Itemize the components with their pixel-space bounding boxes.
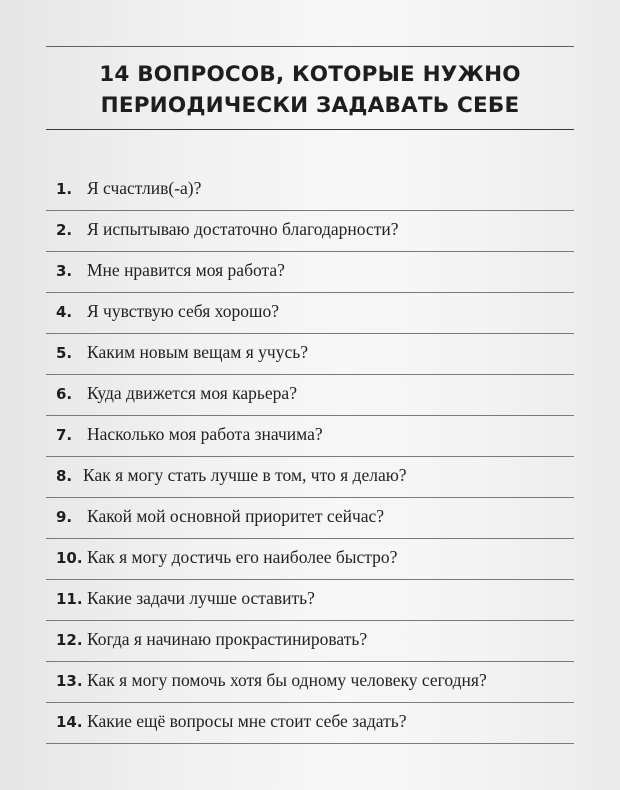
item-number: 14. bbox=[56, 713, 83, 731]
questions-list bbox=[46, 170, 574, 744]
item-text: Мне нравится моя работа? bbox=[87, 260, 285, 280]
list-item bbox=[46, 703, 574, 744]
list-item bbox=[46, 170, 574, 211]
item-number: 5. bbox=[56, 344, 73, 362]
title-line-1: 14 ВОПРОСОВ, КОТОРЫЕ НУЖНО bbox=[99, 62, 521, 87]
page-title bbox=[46, 59, 574, 121]
item-text: Я чувствую себя хорошо? bbox=[87, 301, 280, 321]
list-item bbox=[46, 375, 574, 416]
item-text: Как я могу стать лучше в том, что я делаю? bbox=[83, 465, 407, 485]
list-item bbox=[46, 662, 574, 703]
item-number: 12. bbox=[56, 631, 83, 649]
item-number: 10. bbox=[56, 549, 83, 567]
item-text: Я счастлив(-а)? bbox=[87, 178, 202, 198]
item-text: Куда движется моя карьера? bbox=[87, 383, 297, 403]
list-item bbox=[46, 334, 574, 375]
list-item bbox=[46, 211, 574, 252]
item-number: 7. bbox=[56, 426, 73, 444]
item-number: 9. bbox=[56, 508, 73, 526]
list-item bbox=[46, 416, 574, 457]
list-item bbox=[46, 457, 574, 498]
item-number: 11. bbox=[56, 590, 83, 608]
list-item bbox=[46, 580, 574, 621]
item-text: Как я могу достичь его наиболее быстро? bbox=[87, 547, 398, 567]
item-text: Насколько моя работа значима? bbox=[87, 424, 323, 444]
title-divider bbox=[46, 129, 574, 130]
list-item bbox=[46, 539, 574, 580]
item-text: Каким новым вещам я учусь? bbox=[87, 342, 308, 362]
list-item bbox=[46, 293, 574, 334]
item-text: Какие задачи лучше оставить? bbox=[87, 588, 315, 608]
title-line-2: ПЕРИОДИЧЕСКИ ЗАДАВАТЬ СЕБЕ bbox=[100, 93, 520, 118]
item-text: Когда я начинаю прокрастинировать? bbox=[87, 629, 368, 649]
top-divider bbox=[46, 46, 574, 47]
item-number: 4. bbox=[56, 303, 73, 321]
item-number: 8. bbox=[56, 467, 73, 485]
item-number: 1. bbox=[56, 180, 73, 198]
item-text: Как я могу помочь хотя бы одному человеку сегодня? bbox=[87, 670, 487, 690]
item-number: 13. bbox=[56, 672, 83, 690]
item-text: Какой мой основной приоритет сейчас? bbox=[87, 506, 385, 526]
item-number: 3. bbox=[56, 262, 73, 280]
item-number: 2. bbox=[56, 221, 73, 239]
item-text: Какие ещё вопросы мне стоит себе задать? bbox=[87, 711, 407, 731]
list-item bbox=[46, 621, 574, 662]
item-text: Я испытываю достаточно благодарности? bbox=[87, 219, 399, 239]
item-number: 6. bbox=[56, 385, 73, 403]
list-item bbox=[46, 252, 574, 293]
list-item bbox=[46, 498, 574, 539]
